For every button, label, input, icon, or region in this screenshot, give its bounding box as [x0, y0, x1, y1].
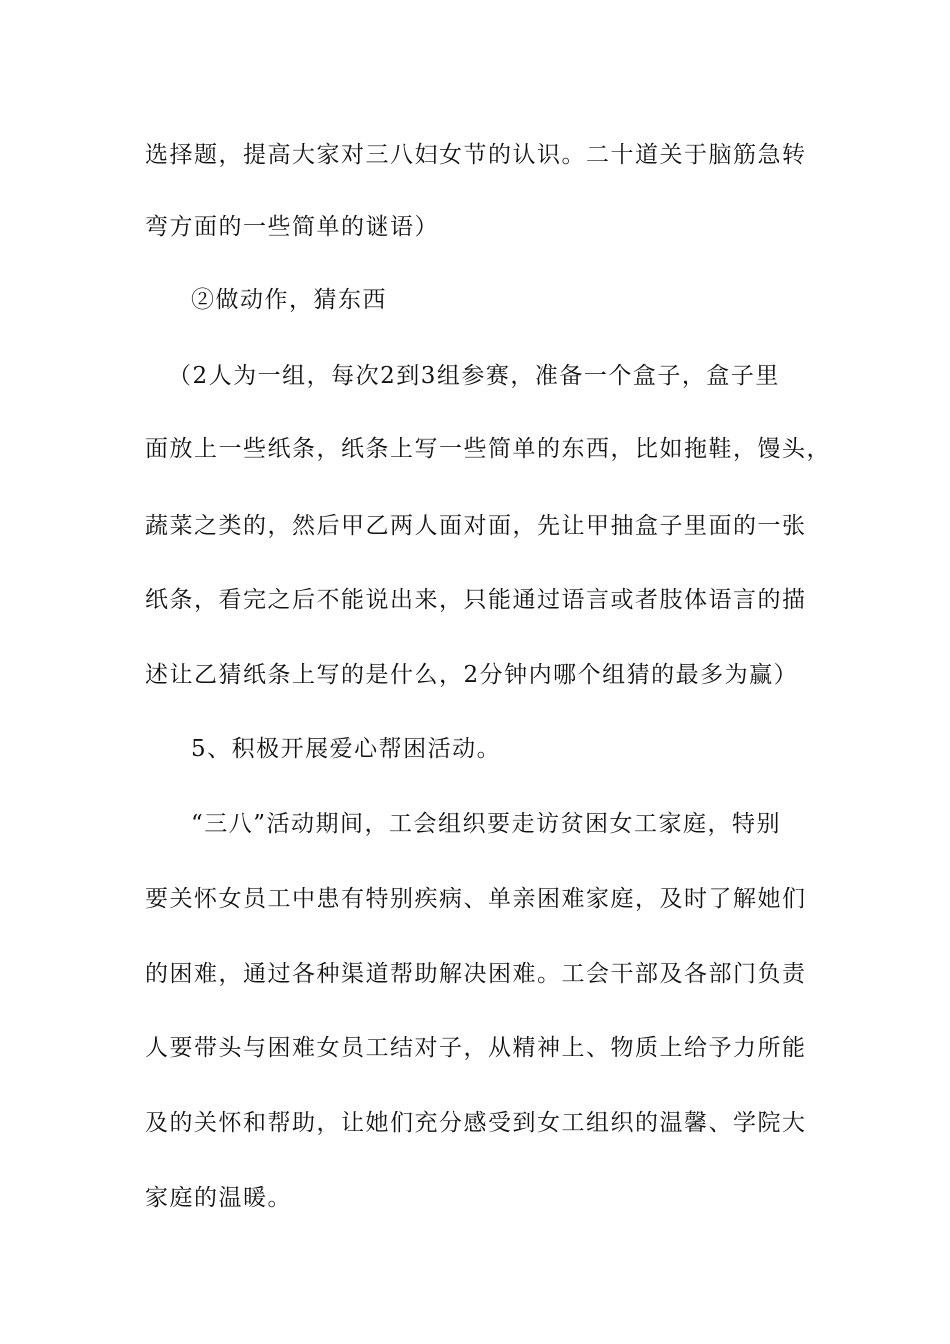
text-line: 述让乙猜纸条上写的是什么，2分钟内哪个组猜的最多为赢）	[145, 662, 799, 688]
section-heading: 5、积极开展爱心帮困活动。	[191, 736, 502, 762]
text-line: 选择题，提高大家对三八妇女节的认识。二十道关于脑筋急转	[145, 142, 807, 168]
text-line: ②做动作，猜东西	[191, 287, 387, 313]
text-line: 要关怀女员工中患有特别疾病、单亲困难家庭，及时了解她们	[145, 886, 807, 912]
text-line: “三八”活动期间，工会组织要走访贫困女工家庭，特别	[191, 811, 782, 837]
text-line: （2人为一组，每次2到3组参赛，准备一个盒子，盒子里	[168, 363, 780, 389]
text-line: 面放上一些纸条，纸条上写一些简单的东西，比如拖鞋，馒头，	[145, 436, 831, 462]
text-line: 及的关怀和帮助，让她们充分感受到女工组织的温馨、学院大	[145, 1110, 807, 1136]
text-line: 人要带头与困难女员工结对子，从精神上、物质上给予力所能	[145, 1035, 807, 1061]
text-line: 的困难，通过各种渠道帮助解决困难。工会干部及各部门负责	[145, 961, 807, 987]
text-line: 纸条，看完之后不能说出来，只能通过语言或者肢体语言的描	[145, 587, 807, 613]
text-line: 家庭的温暖。	[145, 1185, 292, 1211]
text-line: 蔬菜之类的，然后甲乙两人面对面，先让甲抽盒子里面的一张	[145, 513, 807, 539]
text-line: 弯方面的一些简单的谜语）	[145, 214, 439, 240]
